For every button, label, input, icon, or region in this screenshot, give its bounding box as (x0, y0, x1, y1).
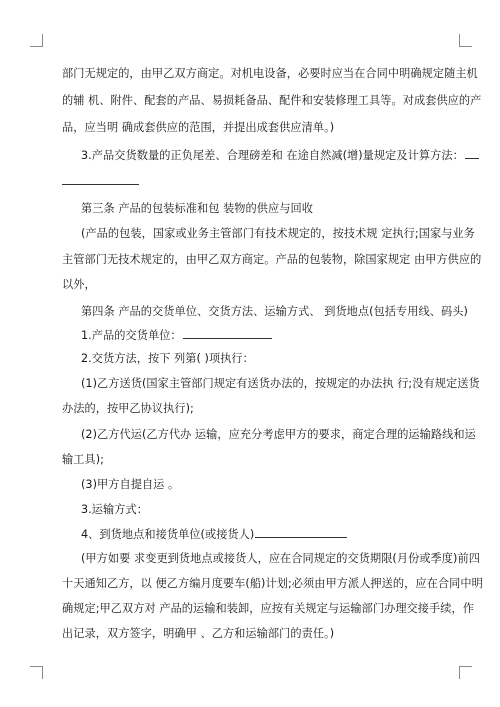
paragraph-line: 2.交货方法，按下 列第( )项执行： (81, 352, 254, 365)
paragraph-line: 品，应当明 确成套供应的范围，并提出成套供应清单。) (62, 121, 335, 134)
fill-blank (255, 526, 347, 538)
delivery-unit-line (81, 327, 272, 344)
paragraph-line: 部门无规定的，由甲乙双方商定。对机电设备，必要时应当在合同中明确规定随主机 (62, 67, 478, 80)
fill-blank (465, 147, 479, 159)
crop-mark-bottom-left (30, 666, 43, 679)
paragraph-line: 确规定;甲乙双方对 产品的运输和装卸，应按有关规定与运输部门办理交接手续，作 (62, 602, 474, 615)
crop-mark-top-right (459, 34, 472, 47)
paragraph-line: 办法的，按甲乙协议执行); (62, 402, 194, 415)
paragraph-line: 的辅 机、附件、配套的产品、易损耗备品、配件和安装修理工具等。对成套供应的产 (62, 94, 482, 107)
delivery-point-line (81, 526, 347, 543)
paragraph-line: 3.运输方式： (81, 503, 148, 516)
delivery-point-label: 4、到货地点和接货单位(或接货人) (81, 528, 255, 541)
item-3-text: 3.产品交货数量的正负尾差、合理磅差和 在途自然减(增)量规定及计算方法： (81, 149, 464, 162)
crop-mark-top-left (30, 34, 43, 47)
fill-blank (62, 184, 139, 185)
paragraph-line: (1)乙方送货(国家主管部门规定有送货办法的，按规定的办法执 行;没有规定送货 (81, 377, 480, 390)
fill-blank (183, 327, 272, 339)
paragraph-line: 主管部门无技术规定的，由甲乙双方商定。产品的包装物，除国家规定 由甲方供应的 (62, 253, 482, 266)
paragraph-line: (产品的包装，国家或业务主管部门有技术规定的，按技术规 定执行;国家与业务 (81, 227, 475, 240)
crop-mark-bottom-right (459, 666, 472, 679)
article-3-heading: 第三条 产品的包装标准和包 装物的供应与回收 (81, 202, 313, 215)
item-3-line (81, 147, 479, 164)
article-4-heading: 第四条 产品的交货单位、交货方法、运输方式、 到货地点(包括专用线、码头) (81, 305, 468, 318)
delivery-unit-label: 1.产品的交货单位： (81, 329, 182, 342)
paragraph-line: (甲方如要 求变更到货地点或接货人，应在合同规定的交货期限(月份或季度)前四 (81, 552, 480, 565)
paragraph-line: 以外， (62, 278, 96, 291)
paragraph-line: (2)乙方代运(乙方代办 运输，应充分考虑甲方的要求，商定合理的运输路线和运 (81, 428, 476, 441)
paragraph-line: 出记录，双方签字，明确甲 、乙方和运输部门的责任。) (62, 627, 335, 640)
paragraph-line: 输工具); (62, 453, 104, 466)
paragraph-line: (3)甲方自提自运 。 (81, 478, 180, 491)
paragraph-line: 十天通知乙方，以 便乙方编月度要车(船)计划;必须由甲方派人押送的，应在合同中明 (62, 577, 483, 590)
